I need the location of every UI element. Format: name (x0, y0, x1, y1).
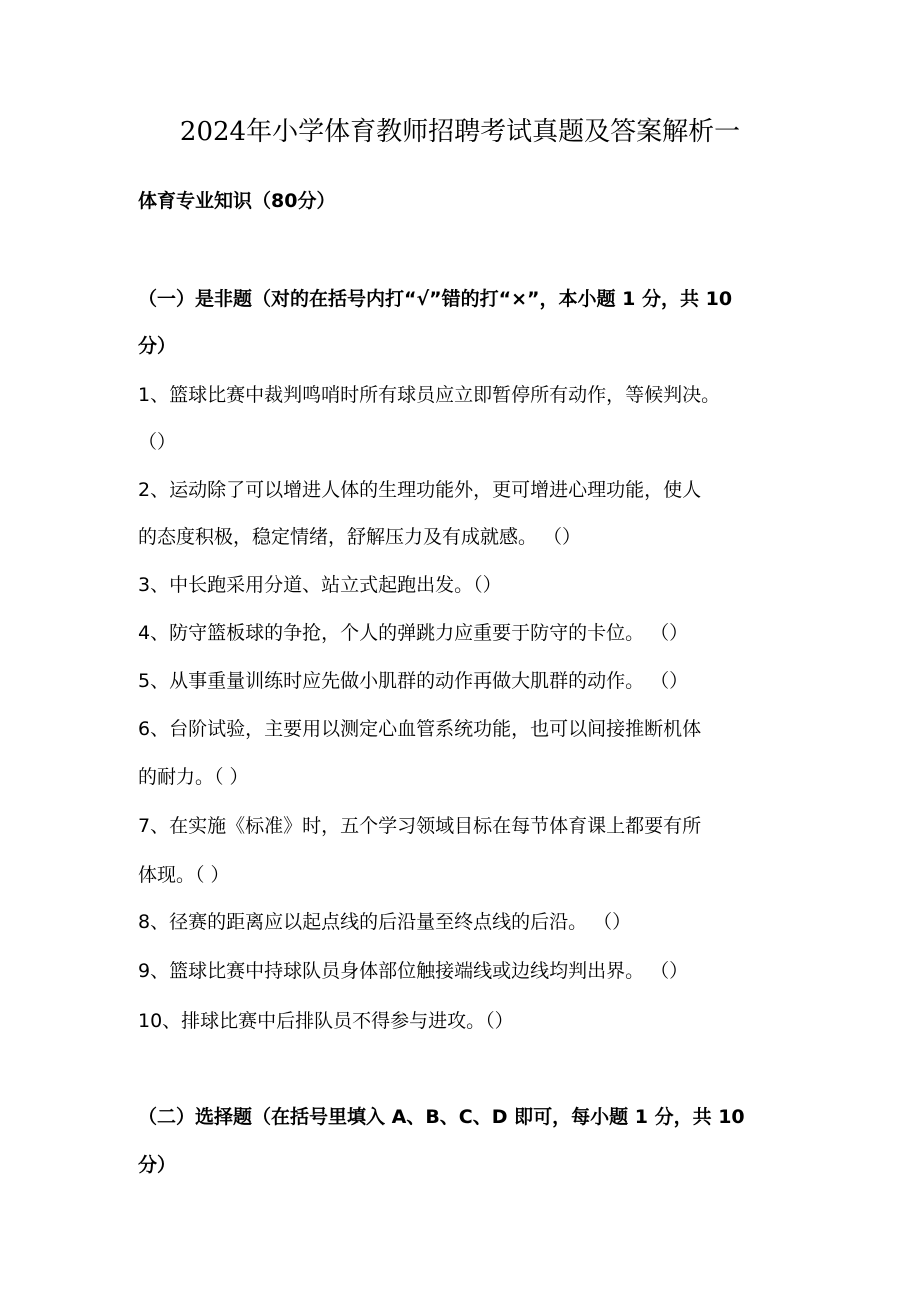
document-title: 2024年小学体育教师招聘考试真题及答案解析一 (179, 117, 741, 147)
part-heading: 体育专业知识（80分） (138, 190, 336, 212)
question-1-line2: （） (138, 431, 177, 453)
question-1-line1: 1、篮球比赛中裁判鸣哨时所有球员应立即暂停所有动作，等候判决。 (138, 384, 721, 406)
question-2-line1: 2、运动除了可以增进人体的生理功能外，更可增进心理功能，使人 (138, 479, 702, 501)
section1-heading-line1: （一）是非题（对的在括号内打“√”错的打“×”，本小题 1 分，共 10 (138, 288, 733, 310)
section2-heading-line2: 分） (138, 1154, 177, 1176)
section2-heading-line1: （二）选择题（在括号里填入 A、B、C、D 即可，每小题 1 分，共 10 (138, 1106, 745, 1128)
question-7-line2: 体现。（ ） (138, 864, 230, 886)
question-5: 5、从事重量训练时应先做小肌群的动作再做大肌群的动作。 （） (138, 670, 689, 692)
question-10: 10、排球比赛中后排队员不得参与进攻。（） (138, 1010, 514, 1032)
question-9: 9、篮球比赛中持球队员身体部位触接端线或边线均判出界。 （） (138, 960, 689, 982)
question-8: 8、径赛的距离应以起点线的后沿量至终点线的后沿。 （） (138, 911, 632, 933)
question-6-line1: 6、台阶试验，主要用以测定心血管系统功能，也可以间接推断机体 (138, 718, 702, 740)
question-3: 3、中长跑采用分道、站立式起跑出发。（） (138, 574, 502, 596)
question-4: 4、防守篮板球的争抢，个人的弹跳力应重要于防守的卡位。 （） (138, 622, 689, 644)
question-7-line1: 7、在实施《标准》时，五个学习领域目标在每节体育课上都要有所 (138, 815, 702, 837)
section1-heading-line2: 分） (138, 335, 177, 357)
question-6-line2: 的耐力。（ ） (138, 766, 249, 788)
question-2-line2: 的态度积极，稳定情绪，舒解压力及有成就感。 （） (138, 526, 582, 548)
